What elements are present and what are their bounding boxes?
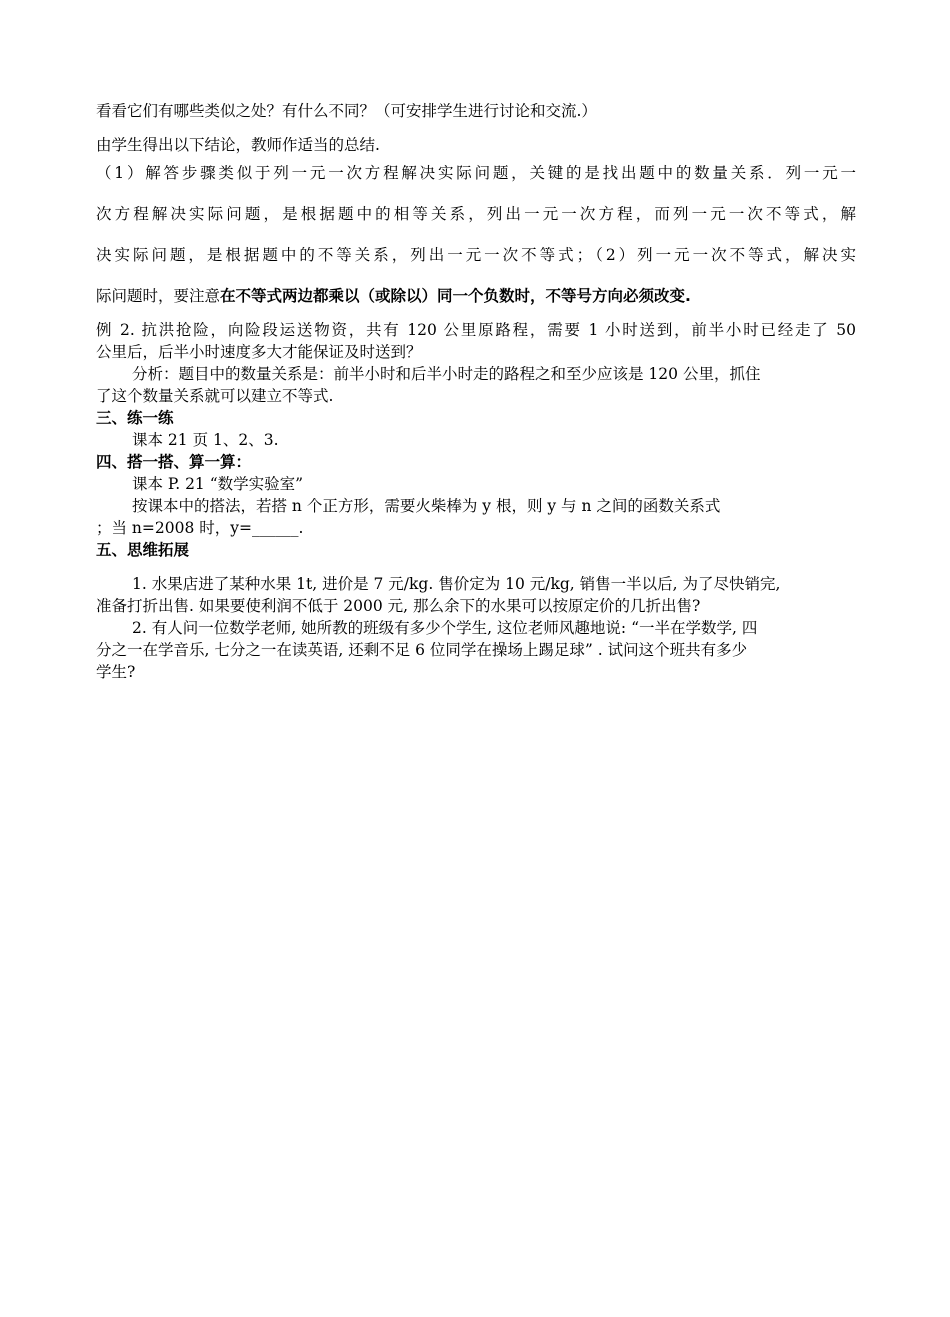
example-2 (96, 319, 856, 407)
document-page (96, 100, 856, 683)
conclusion-line-3: 决实际问题，是根据题中的不等关系，列出一元一次不等式；（2）列一元一次不等式，解决实 (96, 246, 856, 264)
problem-2-line-1: 2. 有人问一位数学老师, 她所教的班级有多少个学生, 这位老师风趣地说: “一半在学数学, 四 (132, 619, 758, 637)
section-4-line-1: 课本 P. 21 “数学实验室” (132, 475, 304, 493)
analysis-line-1: 分析：题目中的数量关系是：前半小时和后半小时走的路程之和至少应该是 120 公里，抓住 (132, 365, 761, 383)
section-4-heading: 四、搭一搭、算一算： (96, 453, 252, 471)
conclusion-line-1: （1）解答步骤类似于列一元一次方程解决实际问题，关键的是找出题中的数量关系．列一元一 (96, 164, 856, 182)
section-3-content: 课本 21 页 1、2、3. (132, 431, 279, 449)
problem-1-line-1: 1. 水果店进了某种水果 1t, 进价是 7 元/kg. 售价定为 10 元/kg, 销售一半以后, 为了尽快销完, (132, 575, 781, 593)
analysis-line-2: 了这个数量关系就可以建立不等式. (96, 387, 334, 405)
example-2-line-1: 例 2. 抗洪抢险，向险段运送物资，共有 120 公里原路程，需要 1 小时送到，前半小时已经走了 50 (96, 321, 856, 339)
section-3-heading: 三、练一练 (96, 409, 174, 427)
conclusion-paragraph (96, 162, 856, 307)
example-2-line-2: 公里后，后半小时速度多大才能保证及时送到？ (96, 343, 422, 361)
section-4-line-3: ；当 n=2008 时，y=______. (96, 519, 304, 537)
conclusion-line-4-prefix: 际问题时，要注意 (96, 287, 221, 305)
conclusion-line-2: 次方程解决实际问题，是根据题中的相等关系，列出一元一次方程，而列一元一次不等式，解 (96, 205, 856, 223)
problem-1-line-2: 准备打折出售. 如果要使利润不低于 2000 元, 那么余下的水果可以按原定价的几折出售? (96, 597, 701, 615)
intro-line-2: 由学生得出以下结论，教师作适当的总结. (96, 136, 380, 154)
conclusion-emphasis: 在不等式两边都乘以（或除以）同一个负数时，不等号方向必须改变. (220, 287, 691, 305)
section-5-heading: 五、思维拓展 (96, 541, 190, 559)
conclusion-line-4 (96, 285, 856, 307)
problem-2-line-3: 学生? (96, 663, 136, 681)
intro-line-1: 看看它们有哪些类似之处？有什么不同？（可安排学生进行讨论和交流.） (96, 102, 597, 120)
section-4-line-2: 按课本中的搭法，若搭 n 个正方形，需要火柴棒为 y 根，则 y 与 n 之间的函数关系式 (132, 497, 721, 515)
problem-2-line-2: 分之一在学音乐, 七分之一在读英语, 还剩不足 6 位同学在操场上踢足球” . 试问这个班共有多少 (96, 641, 748, 659)
